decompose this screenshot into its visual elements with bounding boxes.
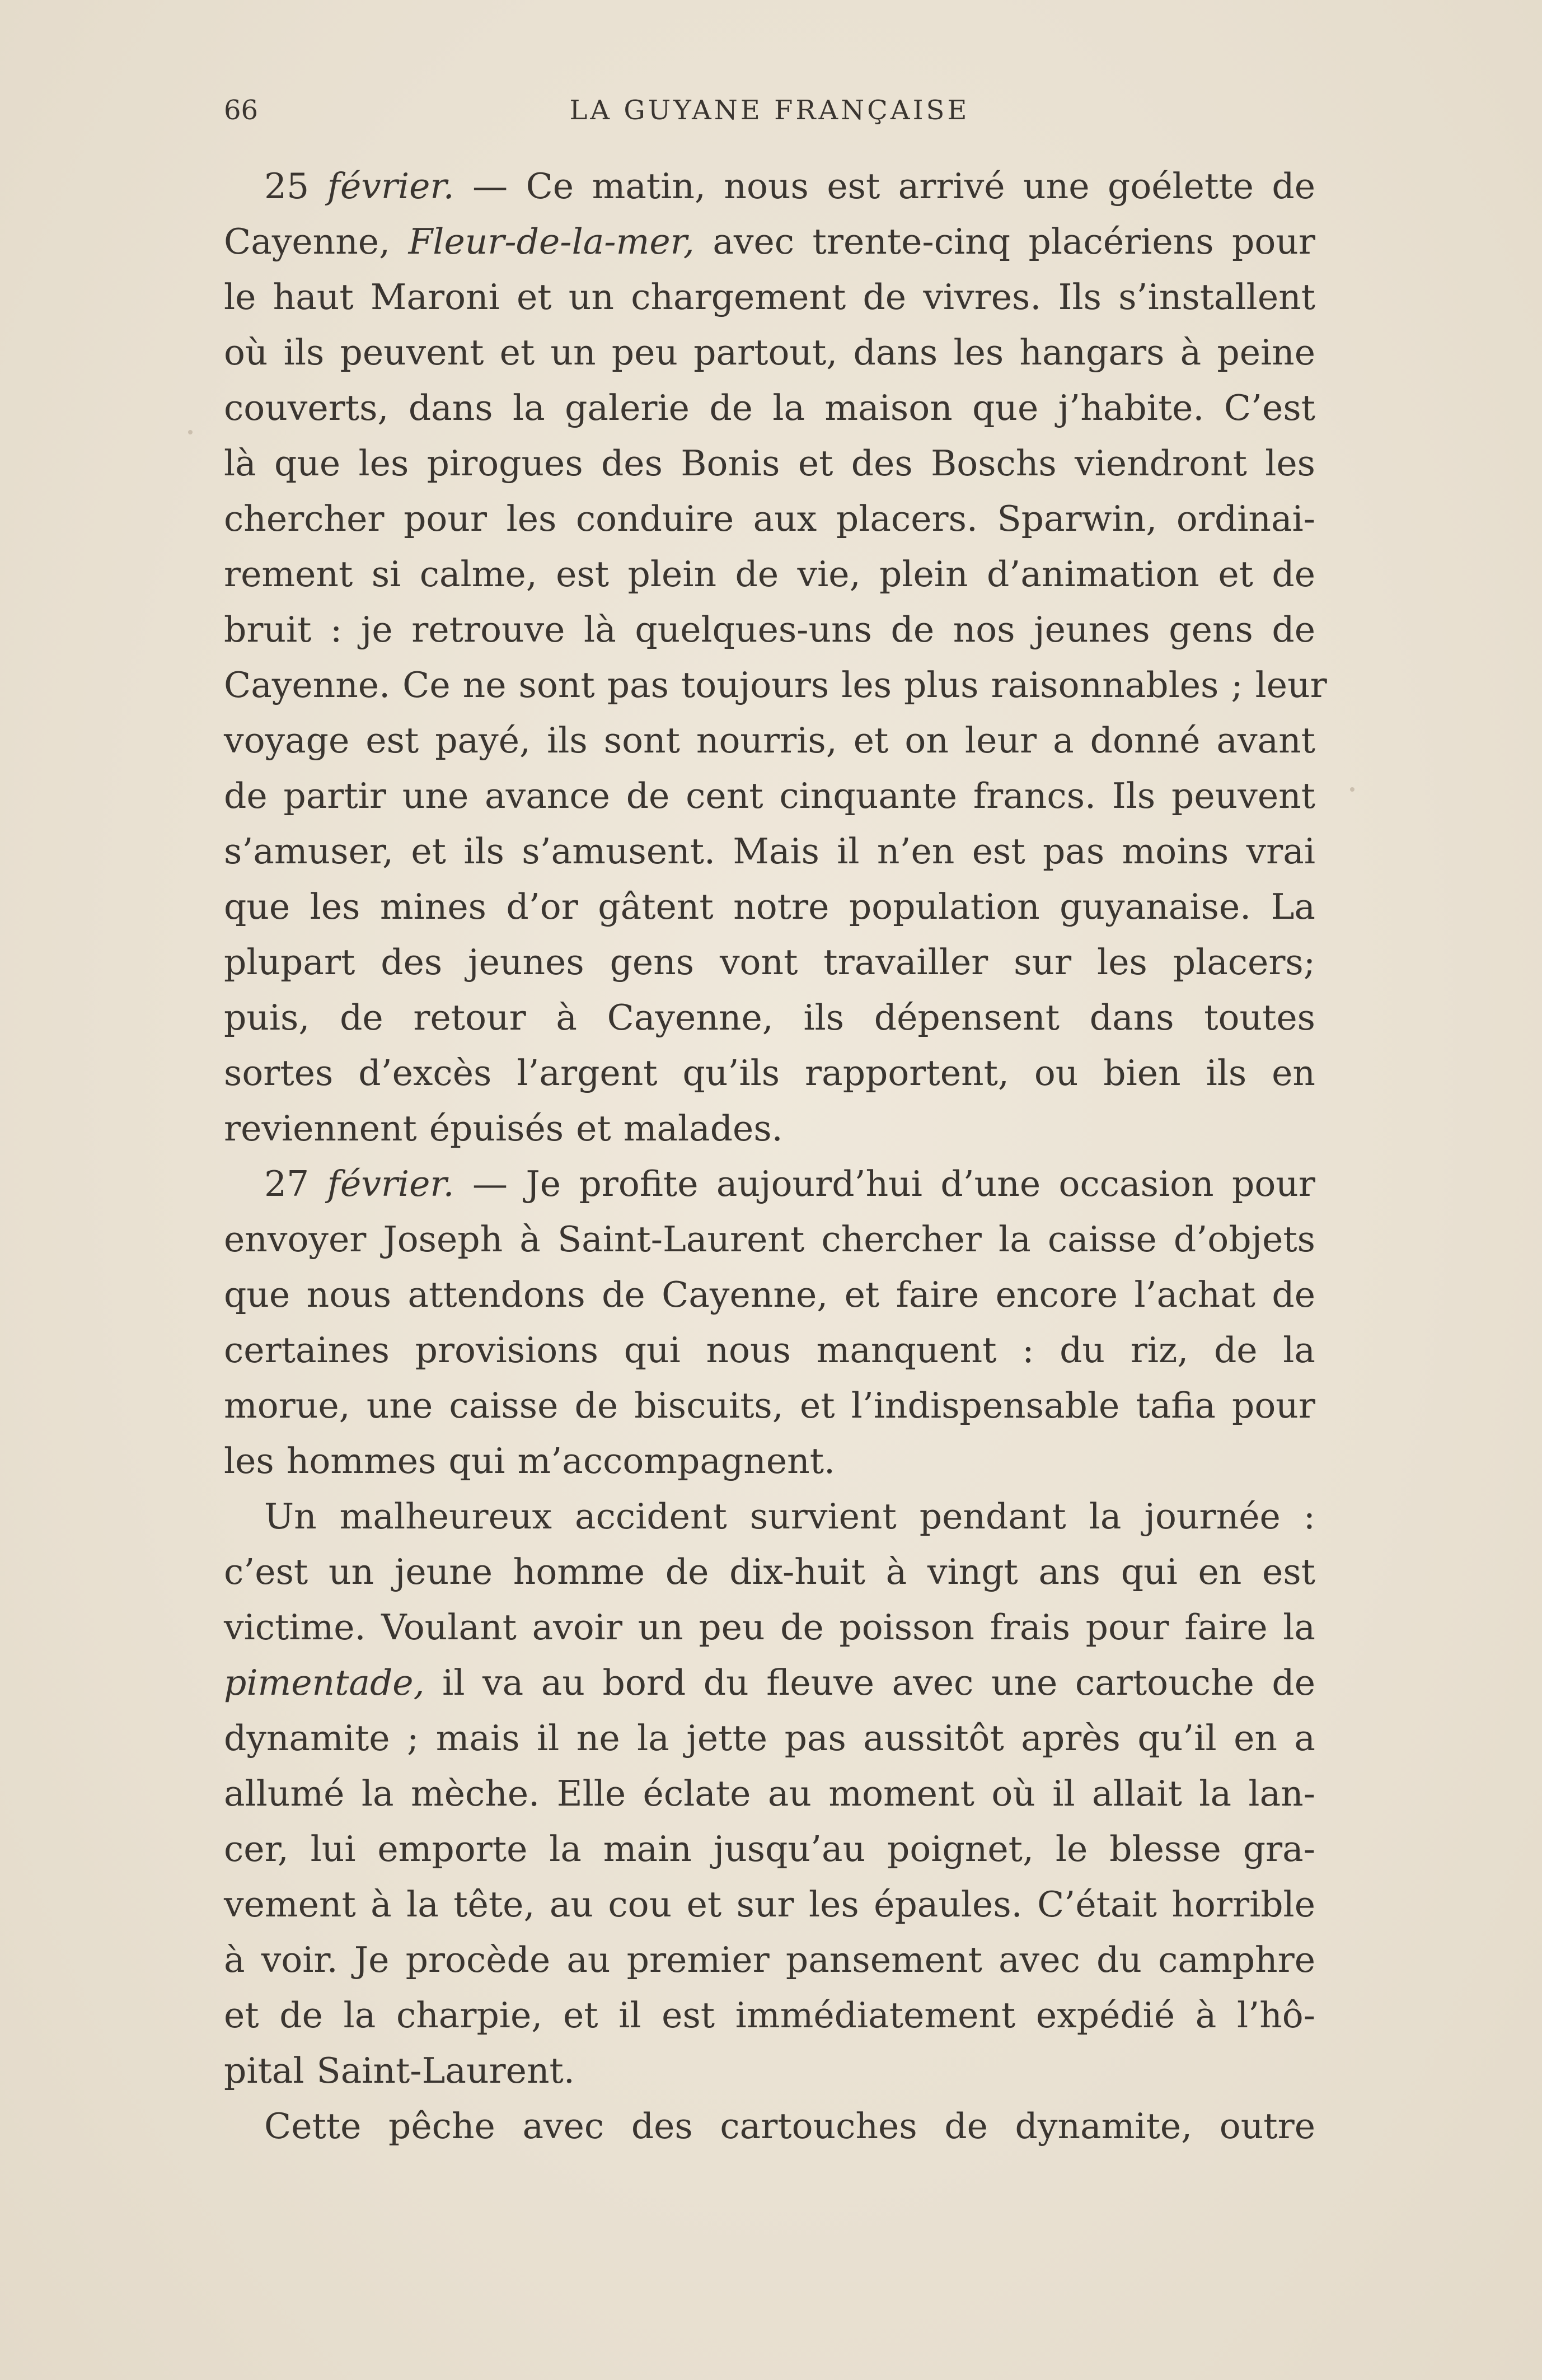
text-line: cer, lui emporte la main jusqu’au poignet, le blesse gra- (224, 1829, 1315, 1869)
text-line: Cayenne. Ce ne sont pas toujours les plus raisonnables ; leur (224, 665, 1327, 705)
text-line: où ils peuvent et un peu partout, dans les hangars à peine (224, 332, 1315, 373)
text-line: envoyer Joseph à Saint-Laurent chercher la caisse d’objets (224, 1219, 1315, 1260)
text-line: victime. Voulant avoir un peu de poisson frais pour faire la (224, 1607, 1315, 1648)
body-text (224, 158, 1327, 2154)
page-number: 66 (224, 95, 259, 126)
text-line: à voir. Je procède au premier pansement avec du camphre (224, 1939, 1315, 1980)
text-line: 27 février. — Je profite aujourd’hui d’une occasion pour (264, 1163, 1315, 1204)
text-line: reviennent épuisés et malades. (224, 1108, 783, 1149)
text-line: s’amuser, et ils s’amusent. Mais il n’en est pas moins vrai (224, 831, 1315, 872)
text-line: voyage est payé, ils sont nourris, et on leur a donné avant (224, 720, 1315, 761)
text-line: vement à la tête, au cou et sur les épaules. C’était horrible (224, 1884, 1315, 1925)
text-line: c’est un jeune homme de dix-huit à vingt ans qui en est (224, 1551, 1315, 1592)
text-line: puis, de retour à Cayenne, ils dépensent dans toutes (224, 997, 1315, 1038)
text-line: que nous attendons de Cayenne, et faire encore l’achat de (224, 1274, 1315, 1315)
text-line: Cayenne, Fleur-de-la-mer, avec trente-cinq placériens pour (224, 221, 1315, 262)
text-line: rement si calme, est plein de vie, plein d’animation et de (224, 554, 1315, 595)
text-line: pimentade, il va au bord du fleuve avec une cartouche de (224, 1662, 1315, 1703)
paper-speck (188, 430, 193, 434)
text-line: morue, une caisse de biscuits, et l’indispensable tafia pour (224, 1385, 1315, 1426)
text-line: allumé la mèche. Elle éclate au moment où il allait la lan- (224, 1773, 1315, 1814)
text-line: Un malheureux accident survient pendant la journée : (264, 1496, 1315, 1537)
text-line: certaines provisions qui nous manquent : du riz, de la (224, 1330, 1315, 1371)
text-line: là que les pirogues des Bonis et des Boschs viendront les (224, 443, 1315, 484)
text-line: sortes d’excès l’argent qu’ils rapportent, ou bien ils en (224, 1053, 1315, 1093)
text-line: bruit : je retrouve là quelques-uns de nos jeunes gens de (224, 609, 1315, 650)
page-header (224, 91, 1315, 130)
text-line: pital Saint-Laurent. (224, 2050, 575, 2091)
text-line: le haut Maroni et un chargement de vivres. Ils s’installent (224, 277, 1315, 317)
text-line: dynamite ; mais il ne la jette pas aussitôt après qu’il en a (224, 1718, 1315, 1759)
text-line: chercher pour les conduire aux placers. Sparwin, ordinai- (224, 498, 1315, 539)
running-title: LA GUYANE FRANÇAISE (569, 95, 970, 126)
text-line: que les mines d’or gâtent notre population guyanaise. La (224, 886, 1315, 927)
text-line: de partir une avance de cent cinquante francs. Ils peuvent (224, 775, 1315, 816)
text-line: plupart des jeunes gens vont travailler sur les placers; (224, 942, 1315, 983)
text-line: couverts, dans la galerie de la maison que j’habite. C’est (224, 387, 1315, 428)
text-line: les hommes qui m’accompagnent. (224, 1441, 836, 1481)
paper-speck (1350, 787, 1354, 792)
text-line: Cette pêche avec des cartouches de dynamite, outre (264, 2106, 1315, 2147)
text-line: 25 février. — Ce matin, nous est arrivé une goélette de (264, 166, 1315, 207)
text-line: et de la charpie, et il est immédiatement expédié à l’hô- (224, 1995, 1315, 2036)
